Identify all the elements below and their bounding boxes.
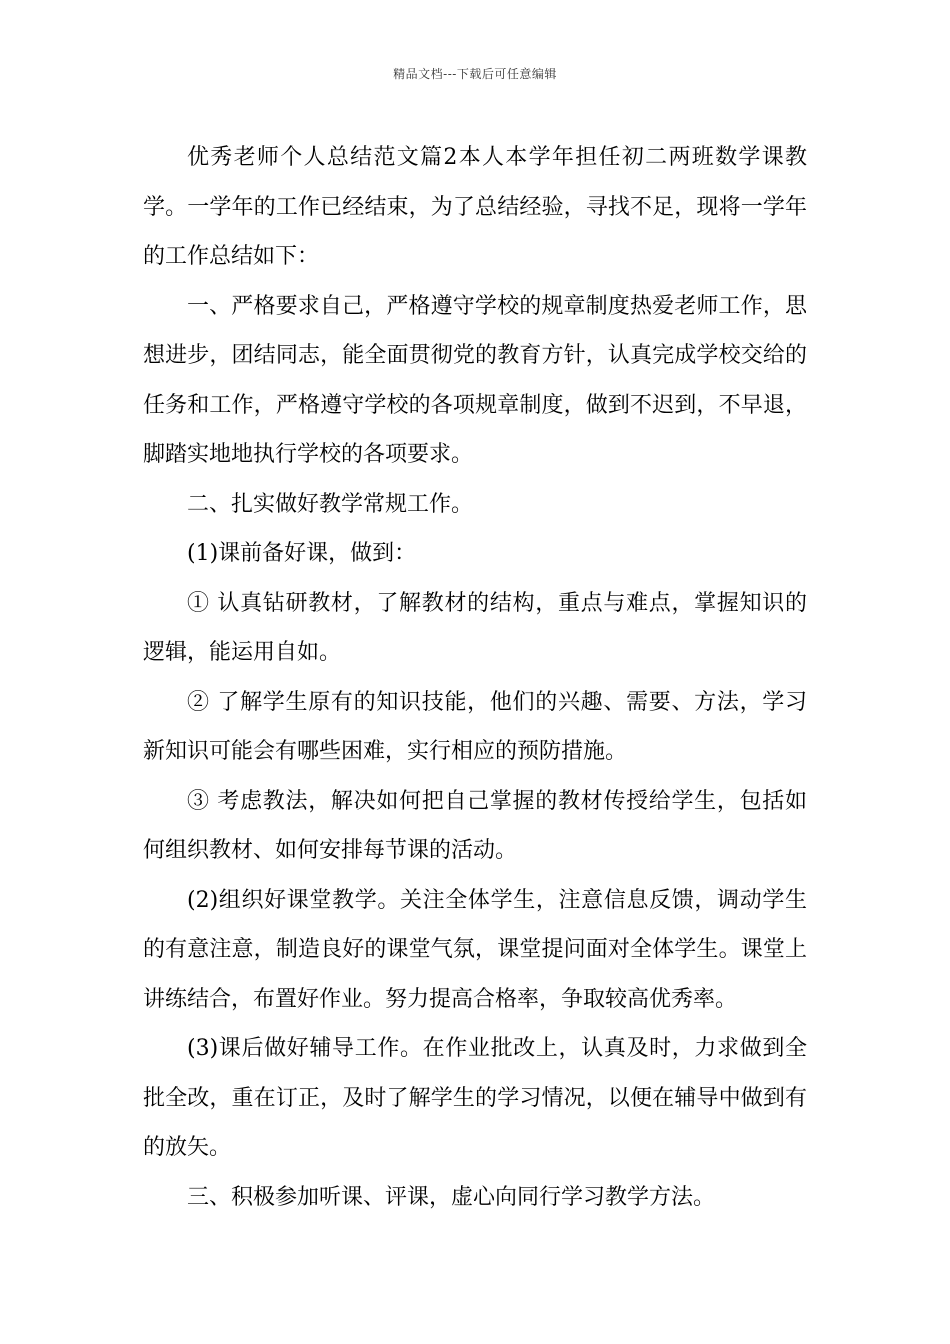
page-header: 精品文档---下载后可任意编辑 [393, 67, 557, 81]
paragraph-intro: 优秀老师个人总结范文篇2本人本学年担任初二两班数学课教学。一学年的工作已经结束，为了总结经验，寻找不足，现将一学年的工作总结如下： [143, 145, 807, 269]
paragraph-item-3: (3)课后做好辅导工作。在作业批改上，认真及时，力求做到全批全改，重在订正，及时了解学生的学习情况，以便在辅导中做到有的放矢。 [143, 1036, 807, 1160]
paragraph-section-1: 一、严格要求自己，严格遵守学校的规章制度热爱老师工作，思想进步，团结同志，能全面贯彻党的教育方针，认真完成学校交给的任务和工作，严格遵守学校的各项规章制度，做到不迟到，不早退，脚踏实地地执行学校的各项要求。 [143, 293, 807, 467]
paragraph-section-2-heading: 二、扎实做好教学常规工作。 [187, 491, 474, 517]
paragraph-subitem-3: ③ 考虑教法，解决如何把自己掌握的教材传授给学生，包括如何组织教材、如何安排每节课的活动。 [143, 788, 807, 863]
paragraph-item-1: (1)课前备好课，做到： [187, 541, 417, 566]
paragraph-subitem-2: ② 了解学生原有的知识技能，他们的兴趣、需要、方法，学习新知识可能会有哪些困难，实行相应的预防措施。 [143, 689, 807, 764]
paragraph-section-3-heading: 三、积极参加听课、评课，虚心向同行学习教学方法。 [187, 1184, 716, 1210]
document-body [143, 133, 807, 1222]
paragraph-item-2: (2)组织好课堂教学。关注全体学生，注意信息反馈，调动学生的有意注意，制造良好的课堂气氛，课堂提问面对全体学生。课堂上讲练结合，布置好作业。努力提高合格率，争取较高优秀率。 [143, 887, 807, 1012]
paragraph-subitem-1: ① 认真钻研教材，了解教材的结构，重点与难点，掌握知识的逻辑，能运用自如。 [143, 590, 807, 665]
